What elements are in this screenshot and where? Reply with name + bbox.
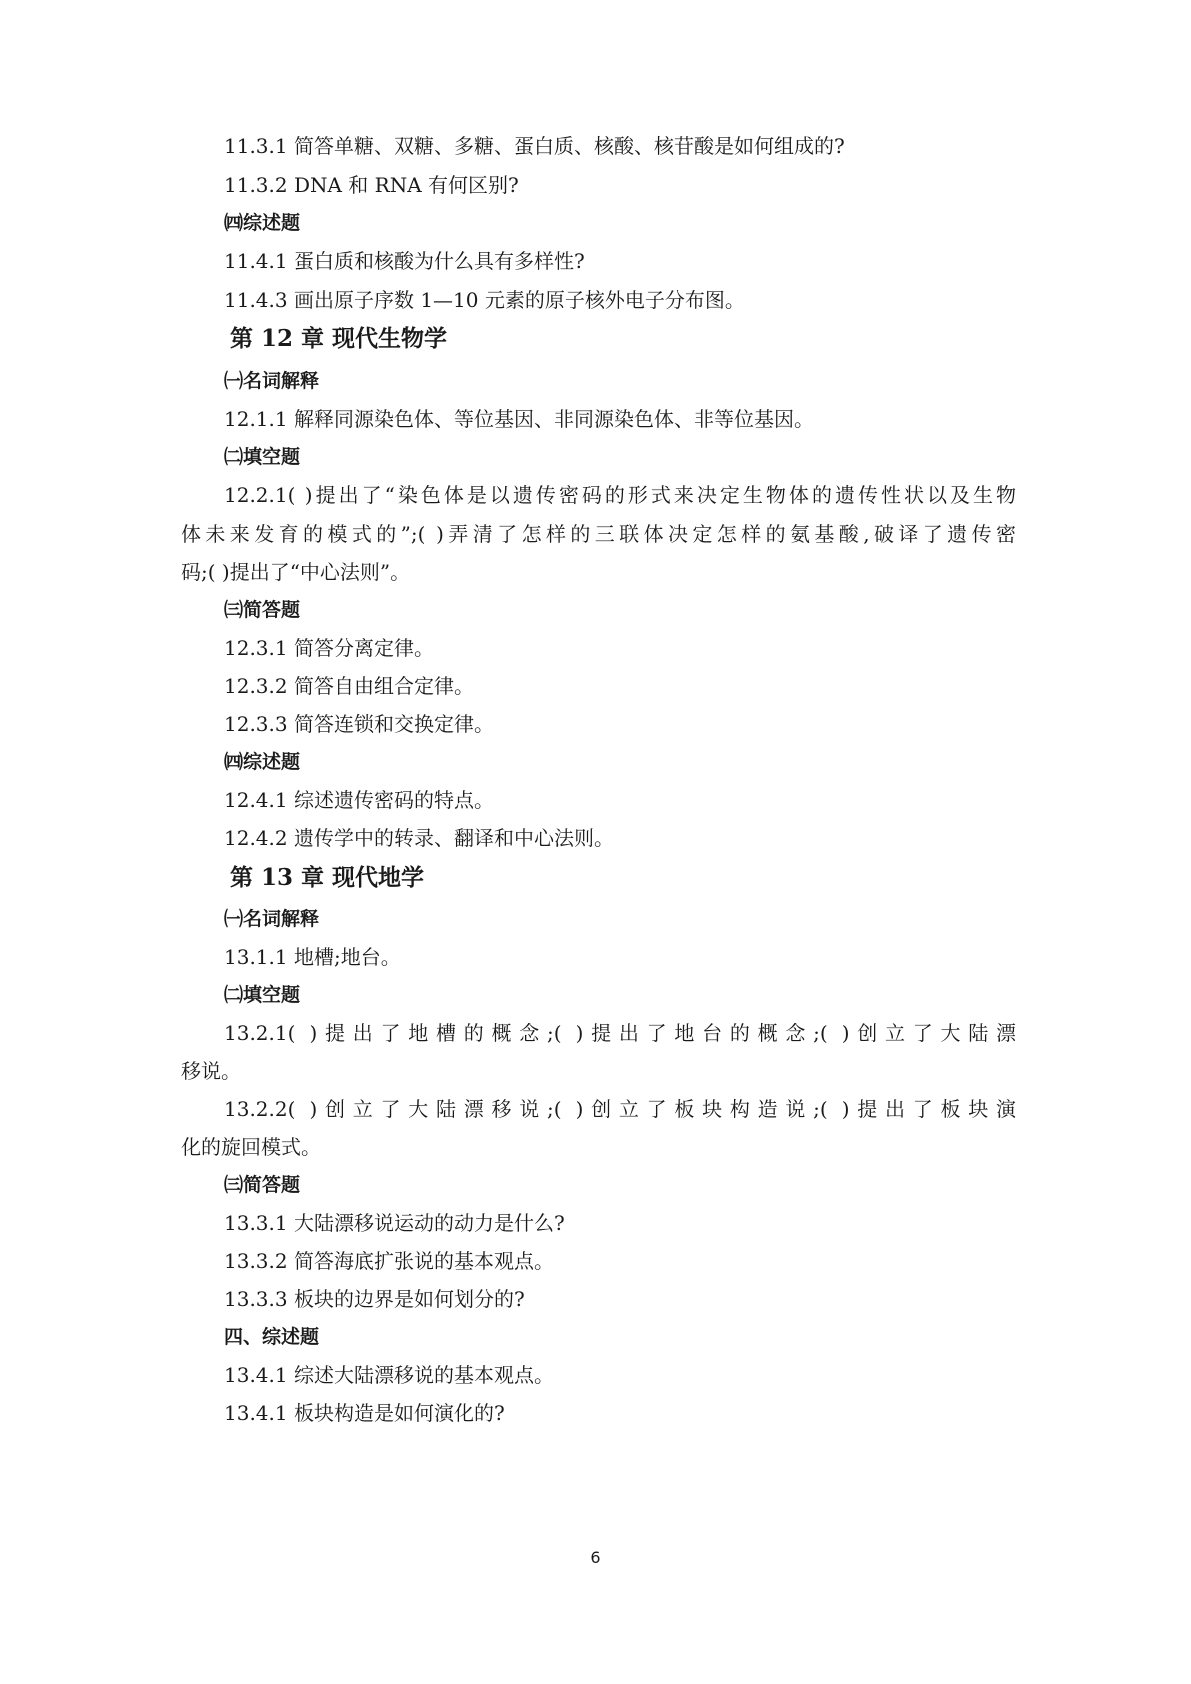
question-12-2-1-line-2: 体未来发育的模式的”;( )弄清了怎样的三联体决定怎样的氨基酸,破译了遗传密	[181, 522, 1016, 546]
question-12-4-2: 12.4.2 遗传学中的转录、翻译和中心法则。	[224, 826, 614, 850]
question-13-1-1: 13.1.1 地槽;地台。	[224, 945, 401, 969]
chapter-12-title: 第 12 章 现代生物学	[230, 325, 448, 352]
question-11-4-1: 11.4.1 蛋白质和核酸为什么具有多样性?	[224, 249, 585, 273]
section-heading-fill-blank: ㈡填空题	[224, 984, 301, 1006]
question-12-3-1: 12.3.1 简答分离定律。	[224, 636, 434, 660]
question-13-4-1-b: 13.4.1 板块构造是如何演化的?	[224, 1401, 505, 1425]
page-number: 6	[590, 1548, 601, 1567]
question-12-4-1: 12.4.1 综述遗传密码的特点。	[224, 788, 494, 812]
section-heading-essay: ㈣综述题	[224, 751, 301, 773]
section-heading-essay: ㈣综述题	[224, 212, 301, 234]
question-13-2-1-line-2: 移说。	[181, 1059, 241, 1083]
section-heading-terms: ㈠名词解释	[224, 370, 320, 392]
question-13-3-2: 13.3.2 简答海底扩张说的基本观点。	[224, 1249, 554, 1273]
section-heading-essay: 四、综述题	[224, 1326, 320, 1348]
question-12-1-1: 12.1.1 解释同源染色体、等位基因、非同源染色体、非等位基因。	[224, 407, 814, 431]
chapter-13-title: 第 13 章 现代地学	[230, 864, 425, 891]
section-heading-terms: ㈠名词解释	[224, 908, 320, 930]
question-13-4-1-a: 13.4.1 综述大陆漂移说的基本观点。	[224, 1363, 554, 1387]
question-11-4-3: 11.4.3 画出原子序数 1—10 元素的原子核外电子分布图。	[224, 288, 745, 312]
section-heading-short-answer: ㈢简答题	[224, 1174, 301, 1196]
question-11-3-2: 11.3.2 DNA 和 RNA 有何区别?	[224, 173, 519, 197]
section-heading-fill-blank: ㈡填空题	[224, 446, 301, 468]
question-12-3-2: 12.3.2 简答自由组合定律。	[224, 674, 474, 698]
question-12-3-3: 12.3.3 简答连锁和交换定律。	[224, 712, 494, 736]
question-13-2-1-line-1: 13.2.1( )提出了地槽的概念;( )提出了地台的概念;( )创立了大陆漂	[224, 1021, 1016, 1045]
question-12-2-1-line-1: 12.2.1( )提出了“染色体是以遗传密码的形式来决定生物体的遗传性状以及生物	[224, 483, 1016, 507]
question-13-3-3: 13.3.3 板块的边界是如何划分的?	[224, 1287, 525, 1311]
question-11-3-1: 11.3.1 简答单糖、双糖、多糖、蛋白质、核酸、核苷酸是如何组成的?	[224, 134, 845, 158]
section-heading-short-answer: ㈢简答题	[224, 599, 301, 621]
question-13-3-1: 13.3.1 大陆漂移说运动的动力是什么?	[224, 1211, 565, 1235]
question-12-2-1-line-3: 码;( )提出了“中心法则”。	[181, 560, 411, 584]
question-13-2-2-line-2: 化的旋回模式。	[181, 1135, 321, 1159]
question-13-2-2-line-1: 13.2.2( )创立了大陆漂移说;( )创立了板块构造说;( )提出了板块演	[224, 1097, 1016, 1121]
